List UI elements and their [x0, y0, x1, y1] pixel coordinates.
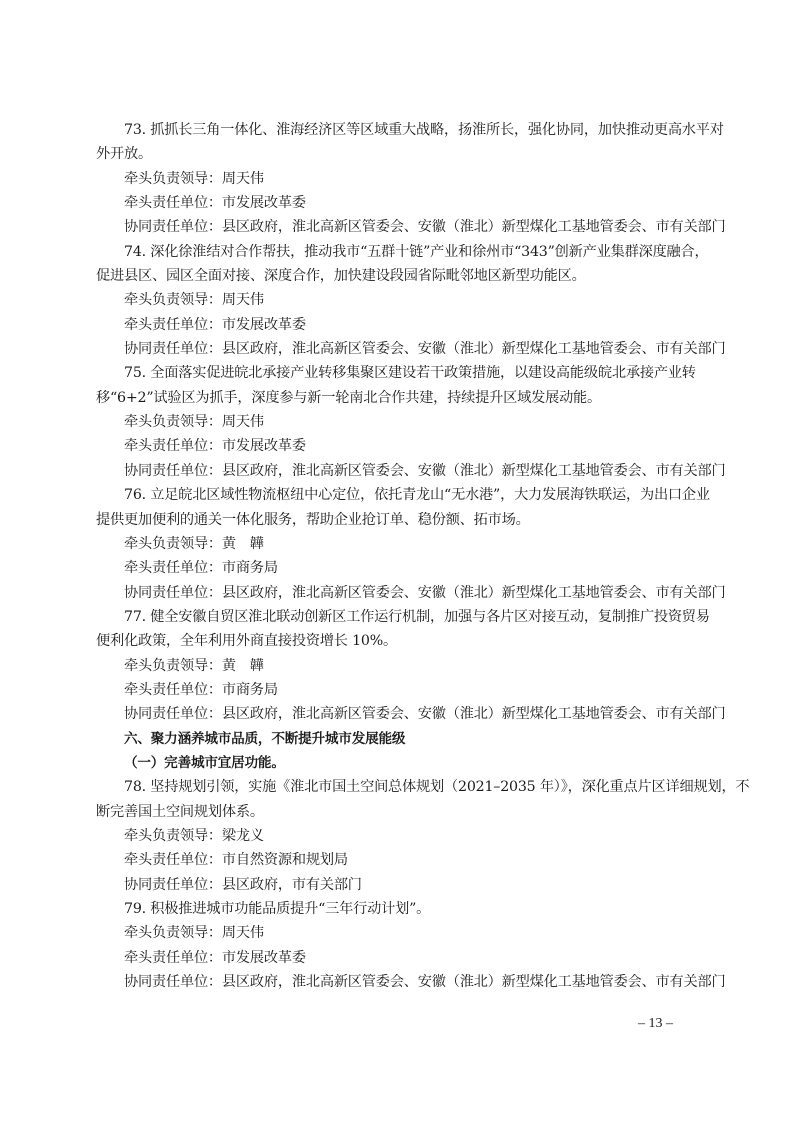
- text-line: 77. 健全安徽自贸区淮北联动创新区工作运行机制，加强与各片区对接互动，复制推广投资贸易: [124, 608, 710, 625]
- text-line: 协同责任单位：县区政府，淮北高新区管委会、安徽（淮北）新型煤化工基地管委会、市有关部门: [124, 341, 726, 358]
- text-line: 外开放。: [96, 146, 152, 163]
- text-line: 提供更加便利的通关一体化服务，帮助企业抢订单、稳份额、拓市场。: [96, 511, 530, 528]
- text-line: 74. 深化徐淮结对合作帮扶，推动我市“五群十链”产业和徐州市“343”创新产业集群深度融合，: [124, 243, 709, 260]
- text-line: 移“6+2”试验区为抓手，深度参与新一轮南北合作共建，持续提升区域发展动能。: [96, 389, 602, 406]
- text-line: 牵头责任单位：市自然资源和规划局: [124, 852, 348, 869]
- page-number: – 13 –: [638, 1016, 673, 1031]
- text-line: 78. 坚持规划引领，实施《淮北市国土空间总体规划（2021–2035 年）》，深化重点片区详细规划，不: [124, 779, 750, 796]
- text-line: 协同责任单位：县区政府，淮北高新区管委会、安徽（淮北）新型煤化工基地管委会、市有关部门: [124, 462, 726, 479]
- text-line: 牵头责任单位：市商务局: [124, 560, 278, 577]
- text-line: 73. 抓抓长三角一体化、淮海经济区等区域重大战略，扬淮所长，强化协同，加快推动更高水平对: [124, 122, 724, 138]
- text-line: 牵头责任单位：市发展改革委: [124, 195, 306, 212]
- text-line: 协同责任单位：县区政府，淮北高新区管委会、安徽（淮北）新型煤化工基地管委会、市有关部门: [124, 584, 726, 601]
- text-line: 牵头负责领导：周天伟: [124, 925, 264, 942]
- text-line: 牵头负责领导：黄 韡: [124, 657, 264, 674]
- section-heading: 六、聚力涵养城市品质，不断提升城市发展能级: [124, 730, 406, 747]
- text-line: 断完善国土空间规划体系。: [96, 803, 264, 820]
- text-line: 协同责任单位：县区政府，淮北高新区管委会、安徽（淮北）新型煤化工基地管委会、市有关部门: [124, 974, 726, 991]
- section-heading: （一）完善城市宜居功能。: [124, 754, 285, 771]
- document-body: [96, 118, 750, 994]
- text-line: 协同责任单位：县区政府，市有关部门: [124, 876, 362, 893]
- text-line: 牵头责任单位：市发展改革委: [124, 949, 306, 966]
- text-line: 牵头负责领导：黄 韡: [124, 535, 264, 552]
- text-line: 协同责任单位：县区政府，淮北高新区管委会、安徽（淮北）新型煤化工基地管委会、市有关部门: [124, 219, 726, 236]
- text-line: 牵头负责领导：周天伟: [124, 414, 264, 431]
- text-line: 76. 立足皖北区域性物流枢纽中心定位，依托青龙山“无水港”，大力发展海铁联运，为出口企业: [124, 487, 710, 504]
- text-line: 促进县区、园区全面对接、深度合作，加快建设段园省际毗邻地区新型功能区。: [96, 268, 586, 285]
- text-line: 牵头责任单位：市商务局: [124, 681, 278, 698]
- text-line: 牵头负责领导：周天伟: [124, 170, 264, 187]
- text-line: 牵头责任单位：市发展改革委: [124, 316, 306, 333]
- text-line: 牵头负责领导：周天伟: [124, 292, 264, 309]
- text-line: 79. 积极推进城市功能品质提升“三年行动计划”。: [124, 901, 431, 917]
- text-line: 便利化政策，全年利用外商直接投资增长 10%。: [96, 633, 398, 650]
- text-line: 75. 全面落实促进皖北承接产业转移集聚区建设若干政策措施，以建设高能级皖北承接产业转: [124, 365, 696, 382]
- text-line: 牵头责任单位：市发展改革委: [124, 438, 306, 455]
- text-line: 牵头负责领导：梁龙义: [124, 827, 264, 844]
- text-line: 协同责任单位：县区政府，淮北高新区管委会、安徽（淮北）新型煤化工基地管委会、市有关部门: [124, 706, 726, 723]
